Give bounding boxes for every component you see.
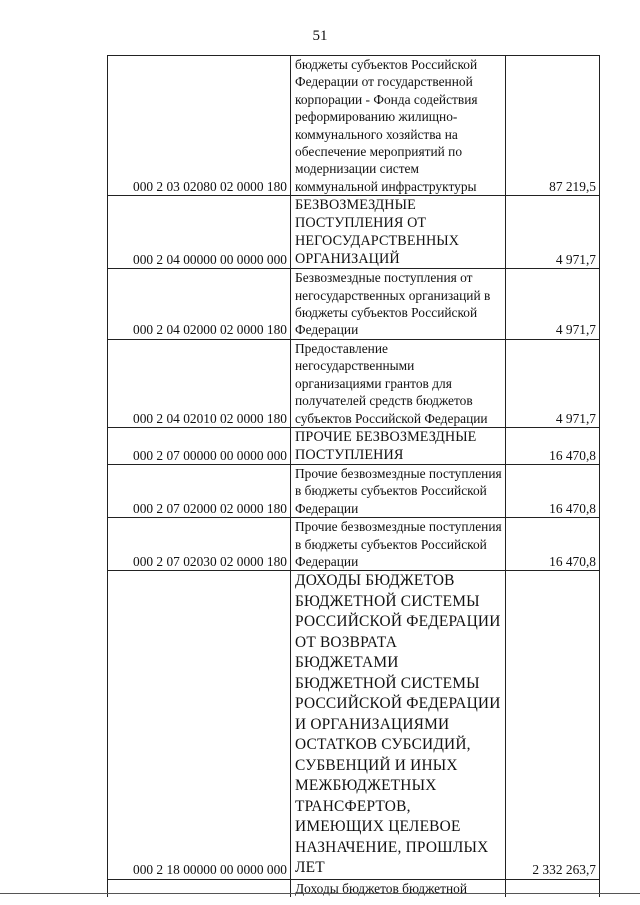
amount: 2 332 263,7	[506, 571, 600, 880]
amount: 4 971,7	[506, 339, 600, 427]
table-row	[108, 879, 600, 897]
table-row	[108, 196, 600, 269]
table-row	[108, 269, 600, 340]
table-row	[108, 427, 600, 464]
revenue-name: Прочие безвозмездные поступления в бюджеты субъектов Российской Федерации	[291, 518, 506, 571]
revenue-table	[107, 55, 600, 897]
table-row	[108, 464, 600, 517]
budget-code: 000 2 18 00000 00 0000 000	[108, 571, 291, 880]
budget-code: 000 2 04 02000 02 0000 180	[108, 269, 291, 340]
table-row	[108, 571, 600, 880]
page-number: 51	[312, 28, 328, 44]
revenue-name: Безвозмездные поступления от негосударственных организаций в бюджеты субъектов Российской Федерации	[291, 269, 506, 340]
budget-code: 000 2 04 02010 02 0000 180	[108, 339, 291, 427]
revenue-name: ПРОЧИЕ БЕЗВОЗМЕЗДНЫЕ ПОСТУПЛЕНИЯ	[291, 427, 506, 464]
budget-code: 000 2 03 02080 02 0000 180	[108, 56, 291, 196]
revenue-name: БЕЗВОЗМЕЗДНЫЕ ПОСТУПЛЕНИЯ ОТ НЕГОСУДАРСТВЕННЫХ ОРГАНИЗАЦИЙ	[291, 196, 506, 269]
page-bottom-rule	[0, 893, 640, 894]
budget-code: 000 2 07 00000 00 0000 000	[108, 427, 291, 464]
amount: 4 971,7	[506, 196, 600, 269]
revenue-name: бюджеты субъектов Российской Федерации от государственной корпорации - Фонда содействия реформированию жилищно-коммунального хозяйства на обеспечение мероприятий по модернизации систем коммунальной инфраструктуры	[291, 56, 506, 196]
revenue-name: Доходы бюджетов бюджетной	[291, 879, 506, 897]
budget-code	[108, 879, 291, 897]
amount	[506, 879, 600, 897]
amount: 16 470,8	[506, 427, 600, 464]
budget-code: 000 2 07 02000 02 0000 180	[108, 464, 291, 517]
revenue-name: Предоставление негосударственными организациями грантов для получателей средств бюджетов субъектов Российской Федерации	[291, 339, 506, 427]
revenue-name: Прочие безвозмездные поступления в бюджеты субъектов Российской Федерации	[291, 464, 506, 517]
amount: 16 470,8	[506, 518, 600, 571]
revenue-name: ДОХОДЫ БЮДЖЕТОВ БЮДЖЕТНОЙ СИСТЕМЫ РОССИЙСКОЙ ФЕДЕРАЦИИ ОТ ВОЗВРАТА БЮДЖЕТАМИ БЮДЖЕТНОЙ СИСТЕМЫ РОССИЙСКОЙ ФЕДЕРАЦИИ И ОРГАНИЗАЦИЯМИ ОСТАТКОВ СУБСИДИЙ, СУБВЕНЦИЙ И ИНЫХ МЕЖБЮДЖЕТНЫХ ТРАНСФЕРТОВ, ИМЕЮЩИХ ЦЕЛЕВОЕ НАЗНАЧЕНИЕ, ПРОШЛЫХ ЛЕТ	[291, 571, 506, 880]
table-row	[108, 518, 600, 571]
budget-code: 000 2 04 00000 00 0000 000	[108, 196, 291, 269]
amount: 16 470,8	[506, 464, 600, 517]
amount: 87 219,5	[506, 56, 600, 196]
amount: 4 971,7	[506, 269, 600, 340]
budget-code: 000 2 07 02030 02 0000 180	[108, 518, 291, 571]
table-row	[108, 339, 600, 427]
table-row	[108, 56, 600, 196]
